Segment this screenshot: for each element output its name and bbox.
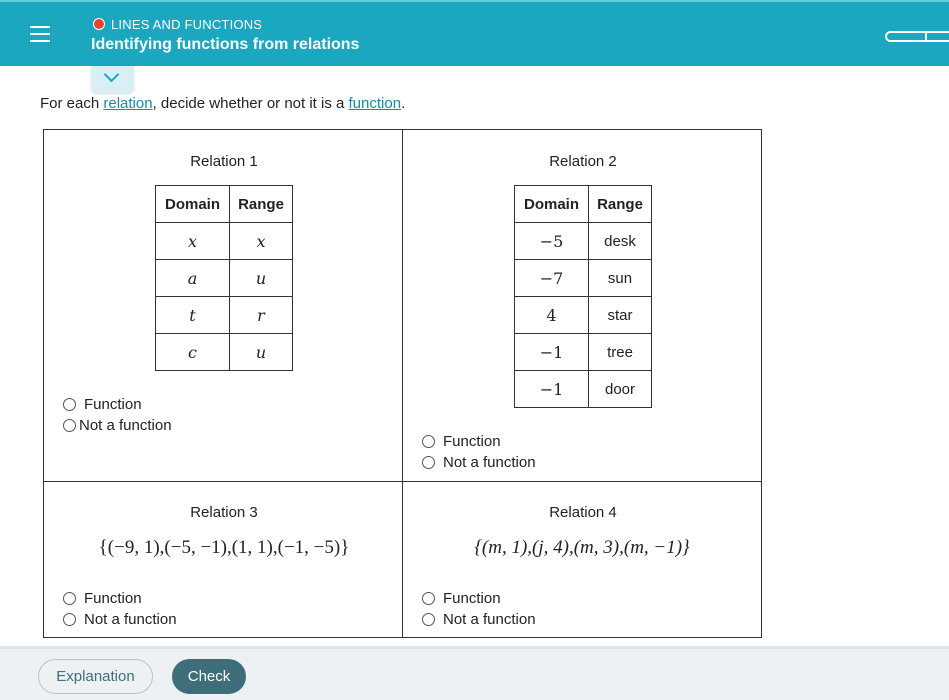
relation-2-function-option[interactable]: Function bbox=[422, 433, 501, 450]
radio-button[interactable] bbox=[422, 613, 435, 626]
range-cell: desk bbox=[589, 223, 652, 260]
relation-3-function-option[interactable]: Function bbox=[63, 590, 142, 607]
relation-3-not-function-option[interactable]: Not a function bbox=[63, 611, 177, 628]
range-header: Range bbox=[230, 186, 293, 223]
domain-cell: a bbox=[156, 260, 230, 297]
relation-2-title: Relation 2 bbox=[549, 153, 617, 170]
relation-4-function-option[interactable]: Function bbox=[422, 590, 501, 607]
range-cell: r bbox=[230, 297, 293, 334]
range-cell: u bbox=[230, 334, 293, 371]
range-cell: x bbox=[230, 223, 293, 260]
domain-cell: x bbox=[156, 223, 230, 260]
range-cell: star bbox=[589, 297, 652, 334]
expand-header-button[interactable] bbox=[91, 66, 134, 93]
domain-cell: −1 bbox=[515, 371, 589, 408]
range-cell: tree bbox=[589, 334, 652, 371]
range-cell: door bbox=[589, 371, 652, 408]
radio-button[interactable] bbox=[422, 435, 435, 448]
relation-1-function-option[interactable]: Function bbox=[63, 396, 142, 413]
menu-icon[interactable] bbox=[30, 26, 52, 44]
domain-cell: −7 bbox=[515, 260, 589, 297]
relation-1-table bbox=[155, 185, 293, 371]
range-header: Range bbox=[589, 186, 652, 223]
page-title: Identifying functions from relations bbox=[91, 36, 360, 53]
top-bar bbox=[0, 0, 949, 66]
check-button[interactable]: Check bbox=[172, 659, 246, 694]
range-cell: sun bbox=[589, 260, 652, 297]
relation-1-not-function-option[interactable]: Not a function bbox=[63, 417, 172, 434]
range-cell: u bbox=[230, 260, 293, 297]
radio-button[interactable] bbox=[422, 456, 435, 469]
domain-cell: c bbox=[156, 334, 230, 371]
progress-indicator bbox=[885, 31, 949, 42]
radio-button[interactable] bbox=[63, 419, 76, 432]
domain-cell: −5 bbox=[515, 223, 589, 260]
domain-cell: −1 bbox=[515, 334, 589, 371]
domain-cell: t bbox=[156, 297, 230, 334]
question-prompt: For each relation, decide whether or not it is a function. bbox=[40, 95, 406, 112]
radio-button[interactable] bbox=[63, 398, 76, 411]
topic-status-dot bbox=[93, 18, 105, 30]
relation-3-set: {(−9, 1),(−5, −1),(1, 1),(−1, −5)} bbox=[98, 537, 350, 558]
footer-bar bbox=[0, 646, 949, 700]
domain-header: Domain bbox=[515, 186, 589, 223]
relation-2-table bbox=[514, 185, 652, 408]
relation-1-title: Relation 1 bbox=[190, 153, 258, 170]
radio-button[interactable] bbox=[63, 592, 76, 605]
radio-button[interactable] bbox=[63, 613, 76, 626]
function-glossary-link[interactable]: function bbox=[348, 95, 402, 112]
domain-header: Domain bbox=[156, 186, 230, 223]
relation-4-set: {(m, 1),(j, 4),(m, 3),(m, −1)} bbox=[474, 537, 690, 558]
domain-cell: 4 bbox=[515, 297, 589, 334]
chevron-down-icon bbox=[104, 67, 120, 83]
relations-grid bbox=[43, 129, 762, 638]
radio-button[interactable] bbox=[422, 592, 435, 605]
explanation-button[interactable]: Explanation bbox=[38, 659, 153, 694]
topic-label: LINES AND FUNCTIONS bbox=[111, 17, 263, 32]
relation-4-not-function-option[interactable]: Not a function bbox=[422, 611, 536, 628]
relation-4-title: Relation 4 bbox=[549, 504, 617, 521]
relation-3-title: Relation 3 bbox=[190, 504, 258, 521]
relation-2-not-function-option[interactable]: Not a function bbox=[422, 454, 536, 471]
relation-glossary-link[interactable]: relation bbox=[103, 95, 153, 112]
